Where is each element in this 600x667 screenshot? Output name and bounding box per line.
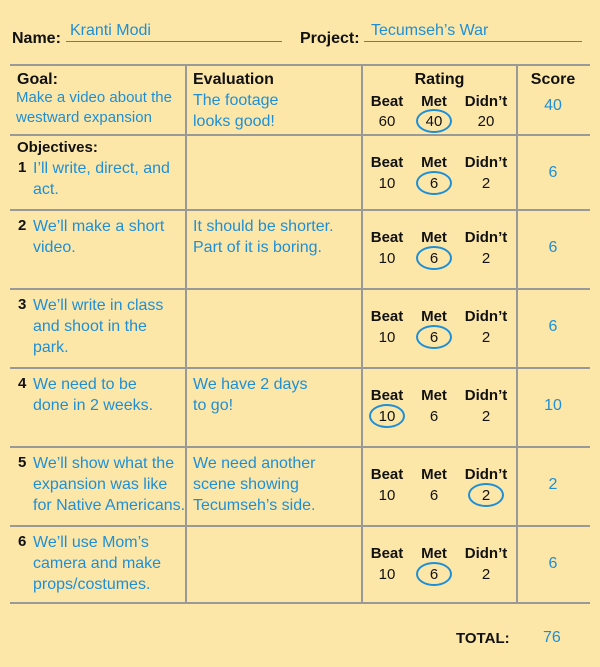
met-value: 6 bbox=[429, 487, 439, 504]
goal-didnt-value: 20 bbox=[477, 113, 495, 130]
beat-label: Beat bbox=[370, 308, 404, 325]
rating-circle bbox=[416, 325, 452, 349]
objective-evaluation-line: It should be shorter. bbox=[193, 218, 334, 235]
beat-label: Beat bbox=[370, 229, 404, 246]
col-divider bbox=[185, 64, 187, 604]
objective-evaluation-line: scene showing bbox=[193, 476, 299, 493]
objective-number: 1 bbox=[18, 159, 27, 176]
goal-met-value: 40 bbox=[425, 113, 443, 130]
didnt-label: Didn’t bbox=[464, 154, 508, 171]
objective-evaluation-line: We have 2 days bbox=[193, 376, 308, 393]
rating-circle bbox=[468, 483, 504, 507]
objective-evaluation-line: We need another bbox=[193, 455, 316, 472]
met-value: 6 bbox=[429, 250, 439, 267]
rating-header: Rating bbox=[414, 71, 465, 88]
didnt-value: 2 bbox=[481, 175, 491, 192]
objective-text-line: We’ll use Mom’s bbox=[33, 534, 149, 551]
met-label: Met bbox=[421, 308, 447, 325]
score-header: Score bbox=[530, 71, 576, 88]
beat-value: 10 bbox=[378, 329, 396, 346]
beat-label: Beat bbox=[370, 154, 404, 171]
beat-label: Beat bbox=[370, 387, 404, 404]
didnt-value: 2 bbox=[481, 250, 491, 267]
objective-number: 4 bbox=[18, 375, 27, 392]
beat-value: 10 bbox=[378, 250, 396, 267]
goal-rating-circle bbox=[416, 109, 452, 133]
goal-score: 40 bbox=[544, 97, 562, 114]
row-divider bbox=[10, 64, 590, 66]
didnt-label: Didn’t bbox=[464, 387, 508, 404]
rating-circle bbox=[416, 171, 452, 195]
beat-value: 10 bbox=[378, 566, 396, 583]
total-value: 76 bbox=[543, 629, 561, 646]
objective-text-line: We’ll show what the bbox=[33, 455, 175, 472]
objective-text-line: done in 2 weeks. bbox=[33, 397, 154, 414]
beat-value: 10 bbox=[378, 487, 396, 504]
rating-circle bbox=[369, 404, 405, 428]
objective-score: 6 bbox=[548, 318, 558, 335]
objectives-label: Objectives: bbox=[17, 139, 98, 156]
evaluation-header: Evaluation bbox=[193, 71, 274, 88]
name-underline bbox=[66, 41, 282, 42]
objective-score: 6 bbox=[548, 164, 558, 181]
rating-circle bbox=[416, 246, 452, 270]
didnt-value: 2 bbox=[481, 487, 491, 504]
objective-text-line: video. bbox=[33, 239, 76, 256]
beat-value: 10 bbox=[378, 175, 396, 192]
objective-score: 6 bbox=[548, 555, 558, 572]
objective-number: 5 bbox=[18, 454, 27, 471]
didnt-value: 2 bbox=[481, 566, 491, 583]
project-underline bbox=[364, 41, 582, 42]
didnt-value: 2 bbox=[481, 408, 491, 425]
met-value: 6 bbox=[429, 566, 439, 583]
objective-text bbox=[33, 216, 164, 258]
objective-evaluation-line: Part of it is boring. bbox=[193, 239, 322, 256]
goal-met-label: Met bbox=[421, 93, 447, 110]
objective-text-line: props/costumes. bbox=[33, 576, 151, 593]
met-label: Met bbox=[421, 545, 447, 562]
objective-text-line: I’ll write, direct, and bbox=[33, 160, 170, 177]
objective-evaluation-line: to go! bbox=[193, 397, 234, 414]
didnt-label: Didn’t bbox=[464, 229, 508, 246]
goal-beat-label: Beat bbox=[370, 93, 404, 110]
objective-evaluation bbox=[193, 453, 315, 516]
objective-text bbox=[33, 295, 163, 358]
objective-text bbox=[33, 453, 185, 516]
row-divider bbox=[10, 525, 590, 527]
objective-text-line: We need to be bbox=[33, 376, 137, 393]
met-value: 6 bbox=[429, 329, 439, 346]
name-label: Name: bbox=[12, 30, 61, 47]
goal-beat-value: 60 bbox=[378, 113, 396, 130]
objective-text-line: and shoot in the bbox=[33, 318, 147, 335]
beat-value: 10 bbox=[378, 408, 396, 425]
objective-evaluation bbox=[193, 374, 307, 416]
met-label: Met bbox=[421, 229, 447, 246]
didnt-value: 2 bbox=[481, 329, 491, 346]
objective-text bbox=[33, 374, 153, 416]
goal-didnt-label: Didn’t bbox=[464, 93, 508, 110]
objective-number: 6 bbox=[18, 533, 27, 550]
row-divider bbox=[10, 134, 590, 136]
objective-text-line: We’ll make a short bbox=[33, 218, 165, 235]
didnt-label: Didn’t bbox=[464, 466, 508, 483]
met-value: 6 bbox=[429, 408, 439, 425]
beat-label: Beat bbox=[370, 466, 404, 483]
met-label: Met bbox=[421, 154, 447, 171]
objective-text bbox=[33, 158, 170, 200]
objective-text-line: act. bbox=[33, 181, 59, 198]
goal-evaluation: The footage looks good! bbox=[193, 92, 279, 130]
row-divider bbox=[10, 446, 590, 448]
objective-text-line: We’ll write in class bbox=[33, 297, 164, 314]
didnt-label: Didn’t bbox=[464, 308, 508, 325]
met-label: Met bbox=[421, 466, 447, 483]
objective-score: 10 bbox=[544, 397, 562, 414]
row-divider bbox=[10, 288, 590, 290]
objective-text-line: for Native Americans. bbox=[33, 497, 186, 514]
goal-text: Make a video about the westward expansion bbox=[16, 89, 172, 126]
didnt-label: Didn’t bbox=[464, 545, 508, 562]
met-value: 6 bbox=[429, 175, 439, 192]
beat-label: Beat bbox=[370, 545, 404, 562]
objective-evaluation bbox=[193, 216, 334, 258]
objective-score: 2 bbox=[548, 476, 558, 493]
met-label: Met bbox=[421, 387, 447, 404]
objective-text-line: expansion was like bbox=[33, 476, 168, 493]
name-value: Kranti Modi bbox=[70, 22, 151, 39]
objective-text bbox=[33, 532, 161, 595]
project-label: Project: bbox=[300, 30, 360, 47]
row-divider bbox=[10, 209, 590, 211]
objective-text-line: camera and make bbox=[33, 555, 162, 572]
goal-header: Goal: bbox=[17, 71, 58, 88]
project-value: Tecumseh’s War bbox=[371, 22, 489, 39]
row-divider bbox=[10, 367, 590, 369]
objective-number: 3 bbox=[18, 296, 27, 313]
objective-evaluation-line: Tecumseh’s side. bbox=[193, 497, 316, 514]
objective-text-line: park. bbox=[33, 339, 69, 356]
total-label: TOTAL: bbox=[456, 630, 510, 647]
row-divider bbox=[10, 602, 590, 604]
objective-number: 2 bbox=[18, 217, 27, 234]
objective-score: 6 bbox=[548, 239, 558, 256]
rating-circle bbox=[416, 562, 452, 586]
